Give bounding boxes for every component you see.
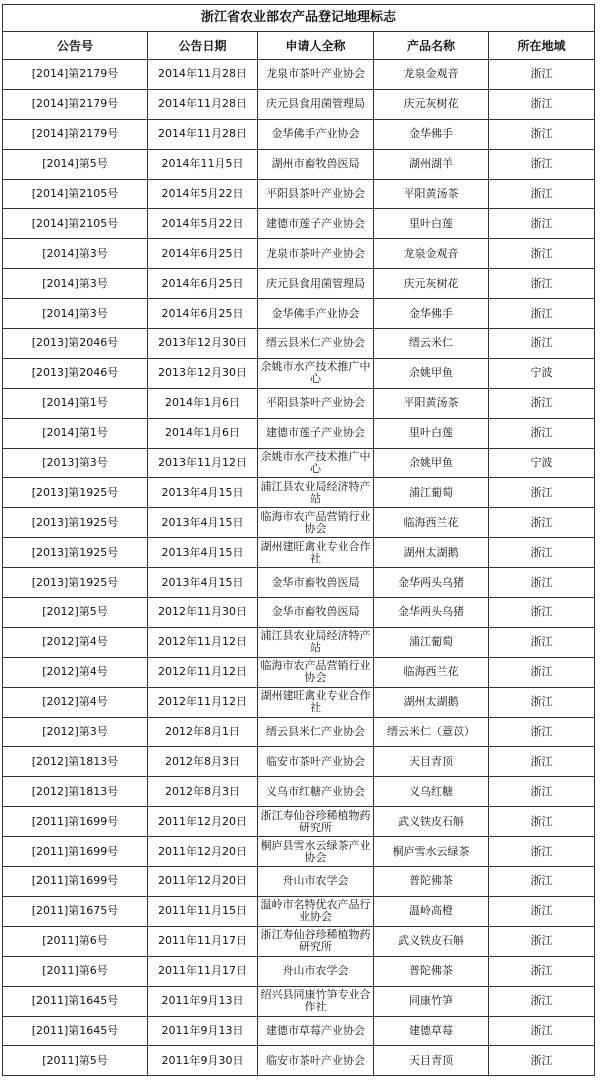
notice-date-cell: 2012年11月12日 xyxy=(148,657,258,687)
notice-number-cell: [2012]第5号 xyxy=(3,598,148,628)
notice-date-cell: 2012年11月12日 xyxy=(148,627,258,657)
product-name-cell: 龙泉金观音 xyxy=(374,60,489,90)
notice-number-cell: [2013]第1925号 xyxy=(3,508,148,538)
applicant-cell: 浦江县农业局经济特产站 xyxy=(258,478,374,508)
notice-date-cell: 2011年12月20日 xyxy=(148,807,258,837)
region-cell: 浙江 xyxy=(489,149,595,179)
notice-number-cell: [2014]第2179号 xyxy=(3,60,148,90)
region-cell: 浙江 xyxy=(489,1016,595,1046)
region-cell: 宁波 xyxy=(489,448,595,478)
notice-date-cell: 2014年1月6日 xyxy=(148,388,258,418)
applicant-cell: 舟山市农学会 xyxy=(258,867,374,897)
product-name-cell: 浦江葡萄 xyxy=(374,478,489,508)
product-name-cell: 缙云米仁（薏苡） xyxy=(374,717,489,747)
notice-date-cell: 2014年11月28日 xyxy=(148,119,258,149)
product-name-cell: 湖州太湖鹅 xyxy=(374,538,489,568)
table-row xyxy=(3,598,595,628)
applicant-cell: 浙江寿仙谷珍稀植物药研究所 xyxy=(258,807,374,837)
applicant-cell: 庆元县食用菌管理局 xyxy=(258,269,374,299)
applicant-cell: 湖州建旺禽业专业合作社 xyxy=(258,538,374,568)
product-name-cell: 余姚甲鱼 xyxy=(374,358,489,388)
region-cell: 浙江 xyxy=(489,777,595,807)
applicant-cell: 湖州建旺禽业专业合作社 xyxy=(258,687,374,717)
table-row xyxy=(3,1016,595,1046)
region-cell: 浙江 xyxy=(489,986,595,1016)
table-row xyxy=(3,657,595,687)
notice-number-cell: [2014]第3号 xyxy=(3,299,148,329)
notice-number-cell: [2012]第3号 xyxy=(3,717,148,747)
region-cell: 浙江 xyxy=(489,239,595,269)
table-row xyxy=(3,329,595,359)
notice-date-cell: 2013年11月12日 xyxy=(148,448,258,478)
table-row xyxy=(3,807,595,837)
product-name-cell: 平阳黄汤茶 xyxy=(374,179,489,209)
region-cell: 浙江 xyxy=(489,89,595,119)
table-row xyxy=(3,538,595,568)
notice-number-cell: [2013]第2046号 xyxy=(3,329,148,359)
table-row xyxy=(3,896,595,926)
region-cell: 浙江 xyxy=(489,568,595,598)
product-name-cell: 武义铁皮石斛 xyxy=(374,926,489,956)
notice-date-cell: 2012年11月12日 xyxy=(148,687,258,717)
notice-date-cell: 2014年6月25日 xyxy=(148,239,258,269)
notice-number-cell: [2014]第5号 xyxy=(3,149,148,179)
notice-date-cell: 2013年4月15日 xyxy=(148,568,258,598)
region-cell: 浙江 xyxy=(489,717,595,747)
region-cell: 浙江 xyxy=(489,418,595,448)
table-row xyxy=(3,388,595,418)
applicant-cell: 桐庐县雪水云绿茶产业协会 xyxy=(258,837,374,867)
column-header-notice-number: 公告号 xyxy=(3,32,148,60)
region-cell: 宁波 xyxy=(489,358,595,388)
region-cell: 浙江 xyxy=(489,807,595,837)
applicant-cell: 临安市茶叶产业协会 xyxy=(258,1046,374,1076)
notice-date-cell: 2014年5月22日 xyxy=(148,179,258,209)
notice-number-cell: [2013]第1925号 xyxy=(3,478,148,508)
product-name-cell: 里叶白莲 xyxy=(374,209,489,239)
region-cell: 浙江 xyxy=(489,837,595,867)
region-cell: 浙江 xyxy=(489,60,595,90)
notice-number-cell: [2012]第4号 xyxy=(3,687,148,717)
region-cell: 浙江 xyxy=(489,747,595,777)
notice-number-cell: [2011]第5号 xyxy=(3,1046,148,1076)
region-cell: 浙江 xyxy=(489,508,595,538)
table-row xyxy=(3,209,595,239)
product-name-cell: 天目青顶 xyxy=(374,747,489,777)
table-row xyxy=(3,299,595,329)
applicant-cell: 庆元县食用菌管理局 xyxy=(258,89,374,119)
notice-date-cell: 2012年8月3日 xyxy=(148,747,258,777)
notice-number-cell: [2011]第6号 xyxy=(3,926,148,956)
table-row xyxy=(3,418,595,448)
applicant-cell: 临安市茶叶产业协会 xyxy=(258,747,374,777)
region-cell: 浙江 xyxy=(489,687,595,717)
product-name-cell: 金华两头乌猪 xyxy=(374,568,489,598)
region-cell: 浙江 xyxy=(489,299,595,329)
notice-date-cell: 2011年12月20日 xyxy=(148,837,258,867)
product-name-cell: 湖州太湖鹅 xyxy=(374,687,489,717)
region-cell: 浙江 xyxy=(489,657,595,687)
region-cell: 浙江 xyxy=(489,627,595,657)
table-row xyxy=(3,687,595,717)
notice-date-cell: 2014年11月5日 xyxy=(148,149,258,179)
region-cell: 浙江 xyxy=(489,209,595,239)
product-name-cell: 庆元灰树花 xyxy=(374,269,489,299)
product-name-cell: 余姚甲鱼 xyxy=(374,448,489,478)
notice-date-cell: 2012年11月30日 xyxy=(148,598,258,628)
table-row xyxy=(3,269,595,299)
product-name-cell: 桐庐雪水云绿茶 xyxy=(374,837,489,867)
table-row xyxy=(3,1046,595,1076)
product-name-cell: 平阳黄汤茶 xyxy=(374,388,489,418)
product-name-cell: 湖州湖羊 xyxy=(374,149,489,179)
table-row xyxy=(3,627,595,657)
notice-date-cell: 2012年8月1日 xyxy=(148,717,258,747)
notice-number-cell: [2011]第1645号 xyxy=(3,986,148,1016)
table-row xyxy=(3,956,595,986)
applicant-cell: 义乌市红糖产业协会 xyxy=(258,777,374,807)
product-name-cell: 浦江葡萄 xyxy=(374,627,489,657)
notice-date-cell: 2013年12月30日 xyxy=(148,358,258,388)
table-row xyxy=(3,179,595,209)
header-row xyxy=(3,32,595,60)
applicant-cell: 绍兴县同康竹笋专业合作社 xyxy=(258,986,374,1016)
table-row xyxy=(3,777,595,807)
table-row xyxy=(3,867,595,897)
notice-number-cell: [2011]第1699号 xyxy=(3,867,148,897)
notice-date-cell: 2011年11月17日 xyxy=(148,956,258,986)
product-name-cell: 临海西兰花 xyxy=(374,508,489,538)
column-header-region: 所在地域 xyxy=(489,32,595,60)
applicant-cell: 舟山市农学会 xyxy=(258,956,374,986)
applicant-cell: 建德市草莓产业协会 xyxy=(258,1016,374,1046)
applicant-cell: 龙泉市茶叶产业协会 xyxy=(258,239,374,269)
notice-date-cell: 2014年1月6日 xyxy=(148,418,258,448)
region-cell: 浙江 xyxy=(489,956,595,986)
notice-number-cell: [2014]第2105号 xyxy=(3,209,148,239)
applicant-cell: 平阳县茶叶产业协会 xyxy=(258,179,374,209)
notice-date-cell: 2011年9月13日 xyxy=(148,1016,258,1046)
table-title: 浙江省农业部农产品登记地理标志 xyxy=(3,5,595,32)
region-cell: 浙江 xyxy=(489,538,595,568)
table-row xyxy=(3,926,595,956)
applicant-cell: 建德市莲子产业协会 xyxy=(258,209,374,239)
applicant-cell: 浙江寿仙谷珍稀植物药研究所 xyxy=(258,926,374,956)
applicant-cell: 临海市农产品营销行业协会 xyxy=(258,657,374,687)
product-name-cell: 临海西兰花 xyxy=(374,657,489,687)
notice-number-cell: [2011]第1699号 xyxy=(3,807,148,837)
product-name-cell: 庆元灰树花 xyxy=(374,89,489,119)
notice-number-cell: [2012]第4号 xyxy=(3,657,148,687)
applicant-cell: 龙泉市茶叶产业协会 xyxy=(258,60,374,90)
column-header-applicant: 申请人全称 xyxy=(258,32,374,60)
product-name-cell: 金华佛手 xyxy=(374,119,489,149)
table-row xyxy=(3,448,595,478)
notice-number-cell: [2014]第3号 xyxy=(3,269,148,299)
applicant-cell: 缙云县米仁产业协会 xyxy=(258,329,374,359)
notice-number-cell: [2011]第6号 xyxy=(3,956,148,986)
region-cell: 浙江 xyxy=(489,926,595,956)
table-row xyxy=(3,747,595,777)
registry-sheet xyxy=(2,4,594,1076)
table-row xyxy=(3,60,595,90)
notice-date-cell: 2011年12月20日 xyxy=(148,867,258,897)
region-cell: 浙江 xyxy=(489,478,595,508)
table-row xyxy=(3,986,595,1016)
product-name-cell: 里叶白莲 xyxy=(374,418,489,448)
product-name-cell: 义乌红糖 xyxy=(374,777,489,807)
table-row xyxy=(3,239,595,269)
applicant-cell: 金华市畜牧兽医局 xyxy=(258,568,374,598)
applicant-cell: 湖州市畜牧兽医局 xyxy=(258,149,374,179)
notice-number-cell: [2013]第2046号 xyxy=(3,358,148,388)
notice-number-cell: [2012]第1813号 xyxy=(3,747,148,777)
applicant-cell: 金华佛手产业协会 xyxy=(258,299,374,329)
applicant-cell: 临海市农产品营销行业协会 xyxy=(258,508,374,538)
table-row xyxy=(3,837,595,867)
notice-number-cell: [2012]第4号 xyxy=(3,627,148,657)
notice-date-cell: 2014年11月28日 xyxy=(148,60,258,90)
product-name-cell: 金华两头乌猪 xyxy=(374,598,489,628)
product-name-cell: 温岭高橙 xyxy=(374,896,489,926)
product-name-cell: 天目青顶 xyxy=(374,1046,489,1076)
region-cell: 浙江 xyxy=(489,1046,595,1076)
title-row xyxy=(3,5,595,32)
notice-number-cell: [2013]第1925号 xyxy=(3,538,148,568)
registry-table xyxy=(2,4,595,1076)
notice-date-cell: 2013年12月30日 xyxy=(148,329,258,359)
table-body xyxy=(3,60,595,1076)
applicant-cell: 金华市畜牧兽医局 xyxy=(258,598,374,628)
notice-number-cell: [2013]第1925号 xyxy=(3,568,148,598)
applicant-cell: 金华佛手产业协会 xyxy=(258,119,374,149)
table-row xyxy=(3,89,595,119)
notice-date-cell: 2014年5月22日 xyxy=(148,209,258,239)
applicant-cell: 余姚市水产技术推广中心 xyxy=(258,358,374,388)
product-name-cell: 龙泉金观音 xyxy=(374,239,489,269)
product-name-cell: 建德草莓 xyxy=(374,1016,489,1046)
region-cell: 浙江 xyxy=(489,329,595,359)
table-row xyxy=(3,568,595,598)
product-name-cell: 普陀佛茶 xyxy=(374,867,489,897)
table-row xyxy=(3,149,595,179)
applicant-cell: 平阳县茶叶产业协会 xyxy=(258,388,374,418)
notice-date-cell: 2013年4月15日 xyxy=(148,538,258,568)
notice-number-cell: [2013]第3号 xyxy=(3,448,148,478)
region-cell: 浙江 xyxy=(489,896,595,926)
applicant-cell: 浦江县农业局经济特产站 xyxy=(258,627,374,657)
notice-date-cell: 2014年11月28日 xyxy=(148,89,258,119)
notice-date-cell: 2011年9月30日 xyxy=(148,1046,258,1076)
notice-number-cell: [2011]第1675号 xyxy=(3,896,148,926)
notice-number-cell: [2014]第2105号 xyxy=(3,179,148,209)
applicant-cell: 余姚市水产技术推广中心 xyxy=(258,448,374,478)
notice-date-cell: 2013年4月15日 xyxy=(148,508,258,538)
notice-number-cell: [2011]第1699号 xyxy=(3,837,148,867)
table-row xyxy=(3,478,595,508)
notice-date-cell: 2013年4月15日 xyxy=(148,478,258,508)
applicant-cell: 温岭市名特优农产品行业协会 xyxy=(258,896,374,926)
product-name-cell: 武义铁皮石斛 xyxy=(374,807,489,837)
column-header-notice-date: 公告日期 xyxy=(148,32,258,60)
region-cell: 浙江 xyxy=(489,269,595,299)
table-row xyxy=(3,508,595,538)
product-name-cell: 同康竹笋 xyxy=(374,986,489,1016)
notice-date-cell: 2011年11月17日 xyxy=(148,926,258,956)
region-cell: 浙江 xyxy=(489,598,595,628)
notice-date-cell: 2012年8月3日 xyxy=(148,777,258,807)
region-cell: 浙江 xyxy=(489,179,595,209)
notice-date-cell: 2014年6月25日 xyxy=(148,269,258,299)
notice-number-cell: [2014]第1号 xyxy=(3,388,148,418)
notice-date-cell: 2011年11月15日 xyxy=(148,896,258,926)
notice-date-cell: 2011年9月13日 xyxy=(148,986,258,1016)
region-cell: 浙江 xyxy=(489,867,595,897)
product-name-cell: 普陀佛茶 xyxy=(374,956,489,986)
region-cell: 浙江 xyxy=(489,119,595,149)
table-row xyxy=(3,119,595,149)
region-cell: 浙江 xyxy=(489,388,595,418)
product-name-cell: 缙云米仁 xyxy=(374,329,489,359)
notice-number-cell: [2011]第1645号 xyxy=(3,1016,148,1046)
table-row xyxy=(3,717,595,747)
table-row xyxy=(3,358,595,388)
notice-number-cell: [2014]第2179号 xyxy=(3,119,148,149)
applicant-cell: 建德市莲子产业协会 xyxy=(258,418,374,448)
applicant-cell: 缙云县米仁产业协会 xyxy=(258,717,374,747)
product-name-cell: 金华佛手 xyxy=(374,299,489,329)
notice-number-cell: [2014]第3号 xyxy=(3,239,148,269)
notice-date-cell: 2014年6月25日 xyxy=(148,299,258,329)
notice-number-cell: [2014]第1号 xyxy=(3,418,148,448)
notice-number-cell: [2012]第1813号 xyxy=(3,777,148,807)
notice-number-cell: [2014]第2179号 xyxy=(3,89,148,119)
column-header-product-name: 产品名称 xyxy=(374,32,489,60)
